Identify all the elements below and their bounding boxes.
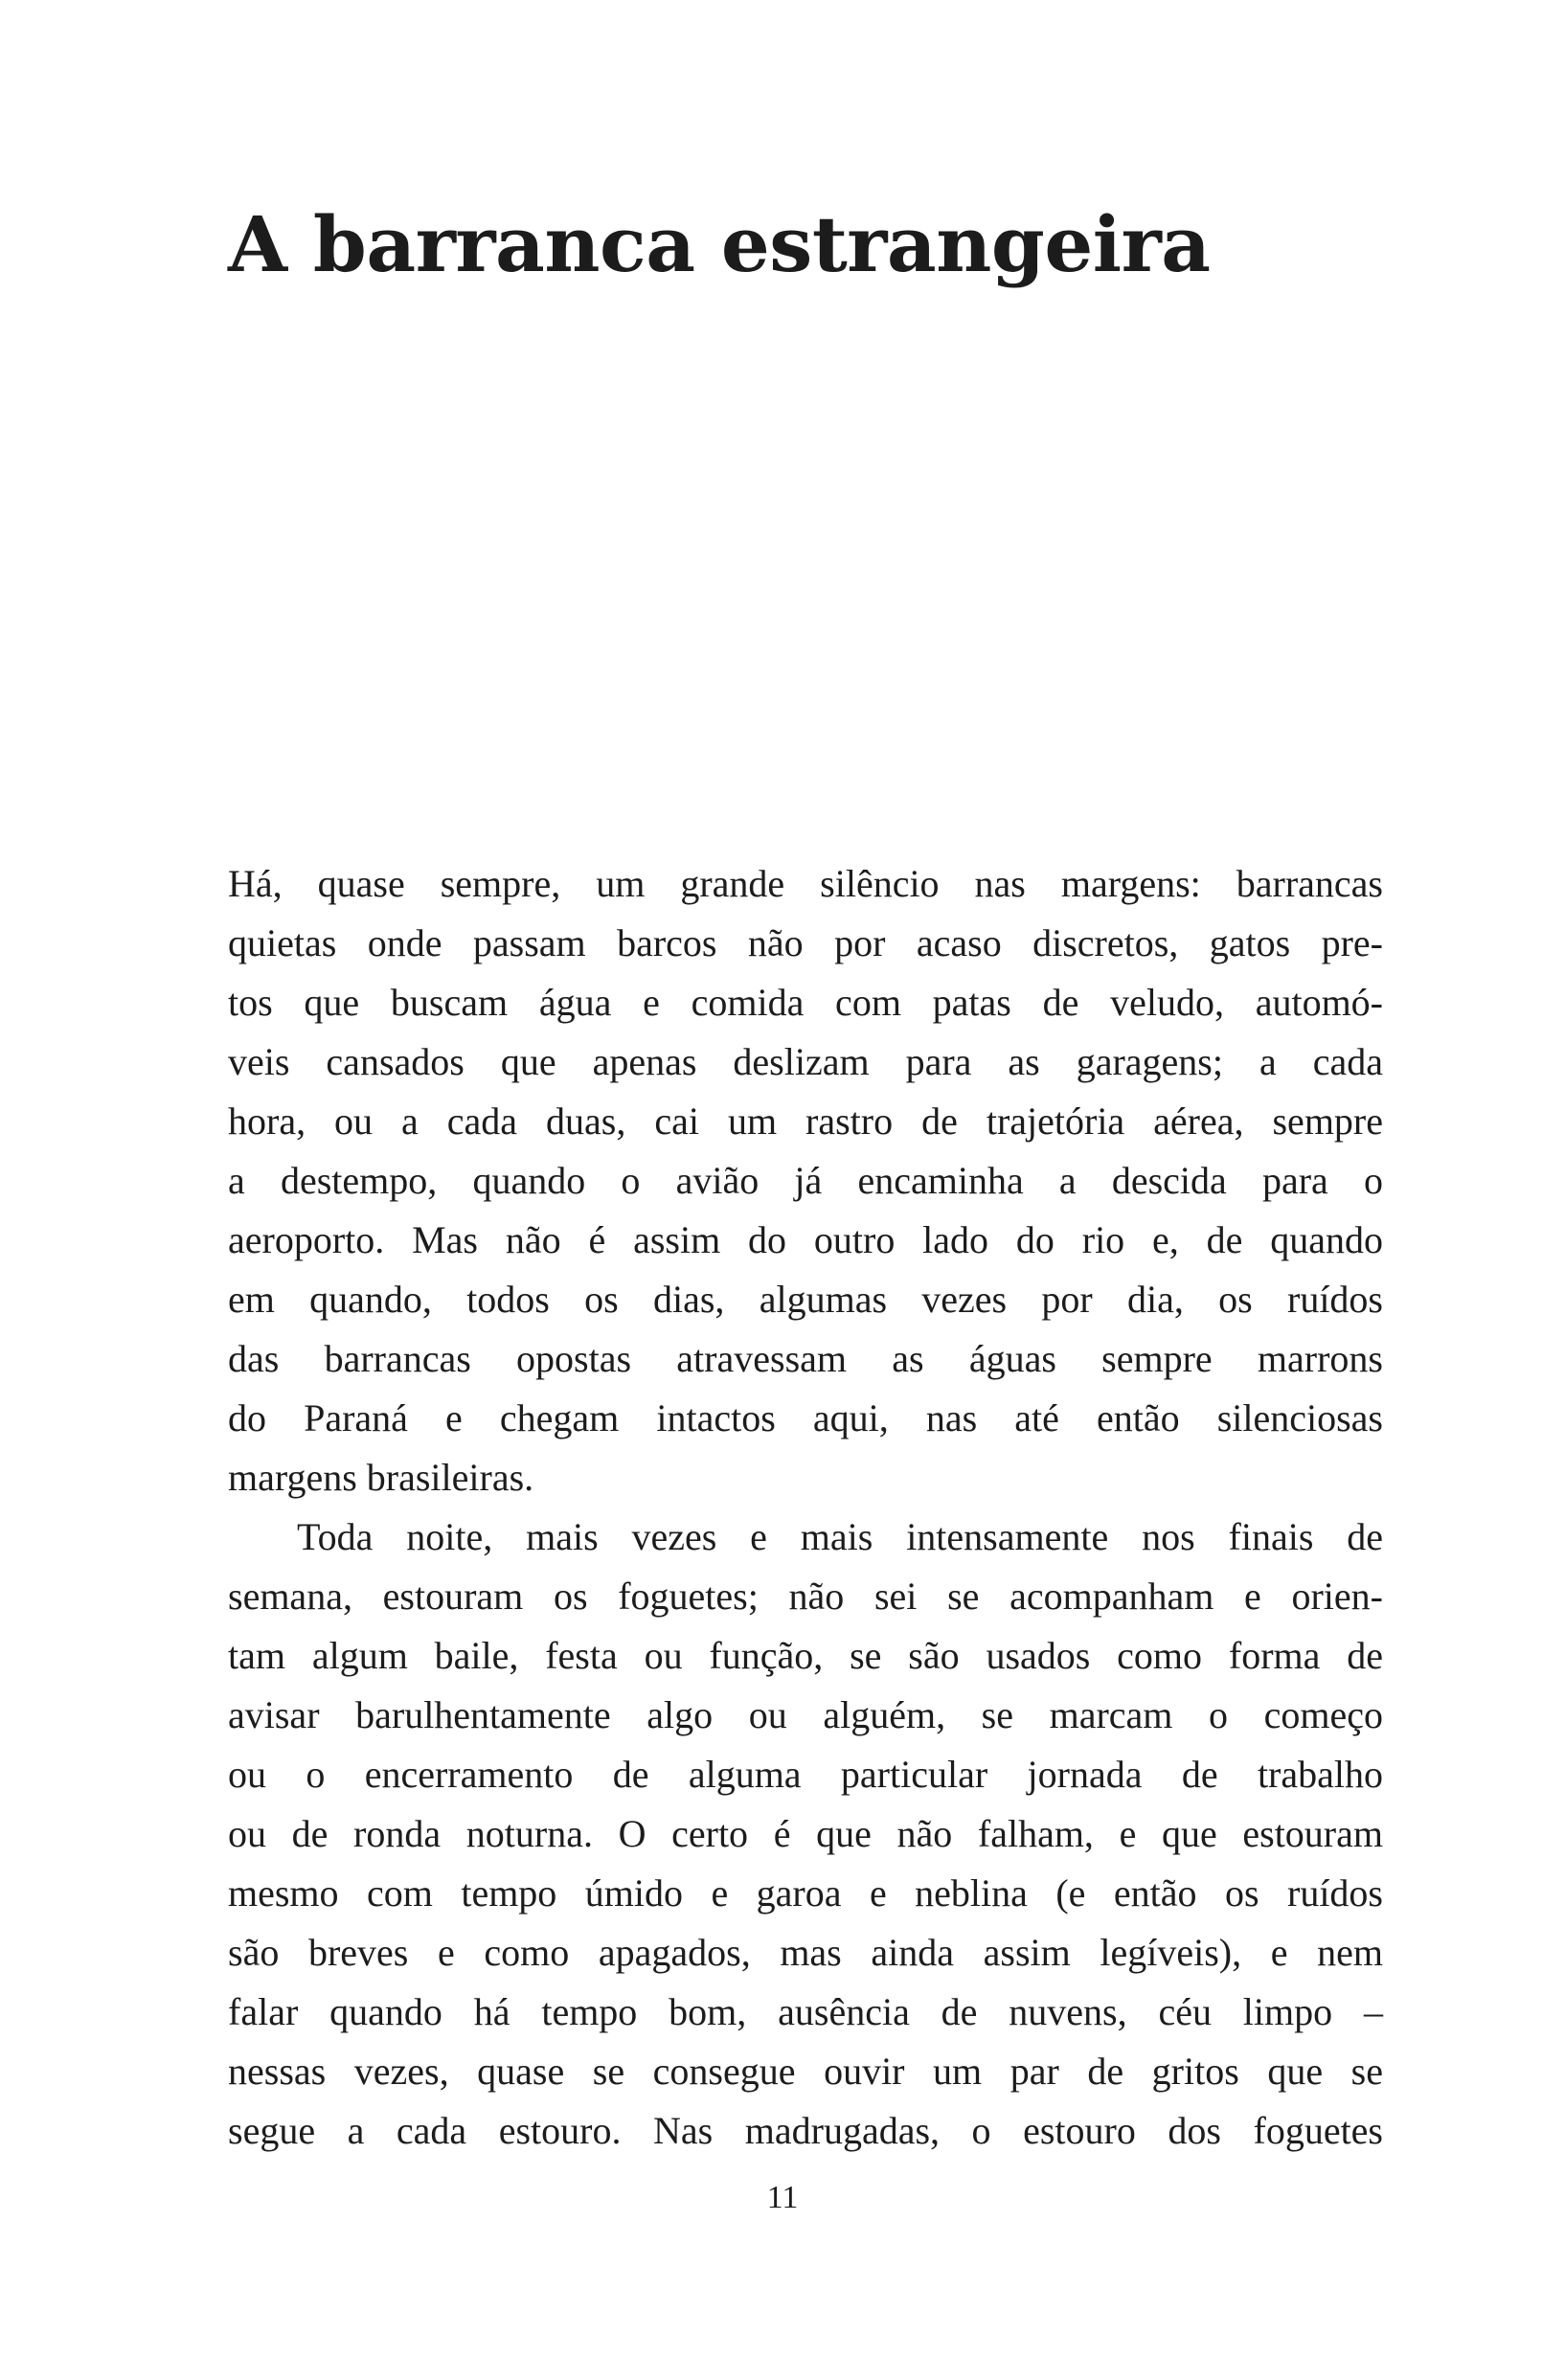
text-line: nessas vezes, quase se consegue ouvir um par de gritos que se [228, 2050, 1383, 2093]
text-line: Toda noite, mais vezes e mais intensamente nos finais de [297, 1515, 1383, 1558]
body-text [228, 854, 1383, 2161]
text-line: avisar barulhentamente algo ou alguém, se marcam o começo [228, 1693, 1383, 1736]
page-title: A barranca estrangeira [228, 199, 1211, 289]
text-line: falar quando há tempo bom, ausência de nuvens, céu limpo – [228, 1990, 1383, 2033]
text-line: ou o encerramento de alguma particular jornada de trabalho [228, 1753, 1383, 1796]
paragraph [228, 1507, 1383, 2161]
text-line: segue a cada estouro. Nas madrugadas, o estouro dos foguetes [228, 2109, 1383, 2152]
text-line: a destempo, quando o avião já encaminha a descida para o [228, 1159, 1383, 1202]
text-line: são breves e como apagados, mas ainda assim legíveis), e nem [228, 1931, 1383, 1974]
paragraph [228, 854, 1383, 1507]
text-line: das barrancas opostas atravessam as águas sempre marrons [228, 1337, 1383, 1380]
text-line: mesmo com tempo úmido e garoa e neblina (e então os ruídos [228, 1871, 1383, 1915]
text-line: aeroporto. Mas não é assim do outro lado do rio e, de quando [228, 1218, 1383, 1261]
text-line: semana, estouram os foguetes; não sei se acompanham e orien- [228, 1575, 1383, 1618]
text-line: margens brasileiras. [228, 1456, 534, 1499]
text-line: tos que buscam água e comida com patas de veludo, automó- [228, 981, 1383, 1024]
text-line: veis cansados que apenas deslizam para as garagens; a cada [228, 1040, 1383, 1083]
text-line: quietas onde passam barcos não por acaso discretos, gatos pre- [228, 921, 1383, 964]
text-line: ou de ronda noturna. O certo é que não falham, e que estouram [228, 1812, 1383, 1855]
text-line: do Paraná e chegam intactos aqui, nas até então silenciosas [228, 1396, 1383, 1439]
text-line: em quando, todos os dias, algumas vezes por dia, os ruídos [228, 1278, 1383, 1321]
text-line: Há, quase sempre, um grande silêncio nas margens: barrancas [228, 862, 1383, 905]
page-number: 11 [766, 2180, 799, 2215]
text-line: hora, ou a cada duas, cai um rastro de trajetória aérea, sempre [228, 1099, 1383, 1143]
text-line: tam algum baile, festa ou função, se são usados como forma de [228, 1634, 1383, 1677]
